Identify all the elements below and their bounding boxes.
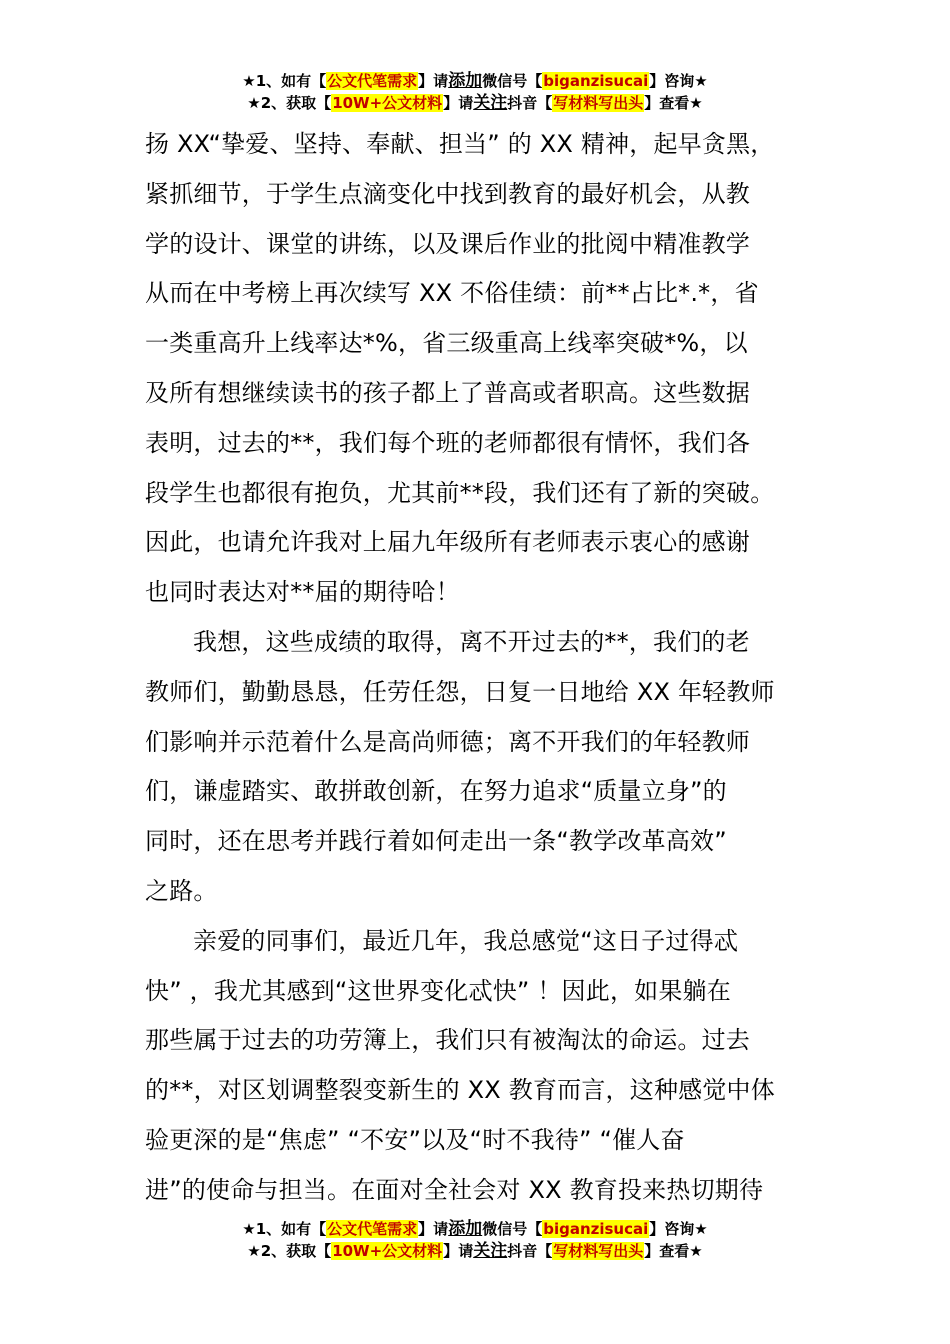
- footer-banner-line-2: [0, 1240, 950, 1262]
- banner-underlined-text: 添加: [448, 71, 483, 91]
- body-line: 的**，对区划调整裂变新生的 XX 教育而言，这种感觉中体: [145, 1076, 775, 1105]
- body-line: 学的设计、课堂的讲练，以及课后作业的批阅中精准教学: [145, 229, 750, 258]
- banner-highlight: biganzisucai: [543, 72, 649, 90]
- banner-text: 】查看★: [644, 94, 703, 112]
- banner-text: 】请: [418, 72, 449, 90]
- banner-underlined-text: 添加: [448, 1219, 483, 1239]
- body-line-paragraph-start: 亲爱的同事们，最近几年，我总感觉“这日子过得忒: [193, 926, 739, 955]
- banner-highlight: 写材料写出头: [553, 94, 644, 112]
- banner-text: 抖音【: [507, 94, 553, 112]
- footer-banner-line-1: [0, 1218, 950, 1240]
- body-line: 们，谦虚踏实、敢拼敢创新，在努力追求“质量立身”的: [145, 777, 727, 806]
- body-line: 一类重高升上线率达*%，省三级重高上线率突破*%，以: [145, 329, 748, 358]
- banner-text: 抖音【: [507, 1242, 553, 1260]
- banner-text: 】请: [418, 1220, 449, 1238]
- body-line: 扬 XX“挚爱、坚持、奉献、担当” 的 XX 精神，起早贪黑，: [145, 130, 775, 158]
- body-line: 之路。: [145, 876, 218, 905]
- body-line: 因此，也请允许我对上届九年级所有老师表示衷心的感谢: [145, 528, 750, 557]
- body-line: 验更深的是“焦虑” “不安”以及“时不我待” “催人奋: [145, 1125, 685, 1154]
- body-line: 那些属于过去的功劳簿上，我们只有被淘汰的命运。过去: [145, 1026, 750, 1055]
- body-line: 从而在中考榜上再次续写 XX 不俗佳绩：前**占比*.*，省: [145, 279, 759, 308]
- banner-highlight: 写材料写出头: [553, 1242, 644, 1260]
- banner-text: 】咨询★: [649, 1220, 708, 1238]
- body-line: 紧抓细节，于学生点滴变化中找到教育的最好机会，从教: [145, 179, 750, 208]
- body-line: 及所有想继续读书的孩子都上了普高或者职高。这些数据: [145, 378, 750, 407]
- body-line: 教师们，勤勤恳恳，任劳任怨，日复一日地给 XX 年轻教师: [145, 677, 775, 706]
- body-line: 们影响并示范着什么是高尚师德；离不开我们的年轻教师: [145, 727, 750, 756]
- banner-text: ★2、获取【: [247, 1242, 332, 1260]
- body-line: 表明，过去的**，我们每个班的老师都很有情怀，我们各: [145, 428, 751, 457]
- body-line-paragraph-start: 我想，这些成绩的取得，离不开过去的**，我们的老: [193, 627, 750, 656]
- banner-text: ★2、获取【: [247, 94, 332, 112]
- body-line: 进”的使命与担当。在面对全社会对 XX 教育投来热切期待: [145, 1175, 764, 1204]
- header-banner: [0, 70, 950, 114]
- banner-text: 】请: [443, 1242, 474, 1260]
- banner-text: ★1、如有【: [242, 72, 327, 90]
- body-line: 段学生也都很有抱负，尤其前**段，我们还有了新的突破。: [145, 478, 775, 507]
- banner-underlined-text: 关注: [473, 1241, 508, 1261]
- banner-highlight: 公文代笔需求: [327, 72, 418, 90]
- banner-text: 微信号【: [482, 1220, 543, 1238]
- banner-text: 】咨询★: [649, 72, 708, 90]
- document-body: [145, 120, 810, 1216]
- banner-underlined-text: 关注: [473, 93, 508, 113]
- header-banner-line-2: [0, 92, 950, 114]
- banner-text: 】查看★: [644, 1242, 703, 1260]
- header-banner-line-1: [0, 70, 950, 92]
- banner-text: 微信号【: [482, 72, 543, 90]
- banner-highlight: 10W+公文材料: [332, 94, 443, 112]
- footer-banner: [0, 1218, 950, 1262]
- banner-text: 】请: [443, 94, 474, 112]
- banner-highlight: biganzisucai: [543, 1220, 649, 1238]
- body-line: 也同时表达对**届的期待哈！: [145, 578, 460, 607]
- body-line: 同时，还在思考并践行着如何走出一条“教学改革高效”: [145, 827, 727, 856]
- body-line: 快” ，我尤其感到“这世界变化忒快” ！因此，如果躺在: [145, 976, 731, 1005]
- banner-text: ★1、如有【: [242, 1220, 327, 1238]
- banner-highlight: 10W+公文材料: [332, 1242, 443, 1260]
- banner-highlight: 公文代笔需求: [327, 1220, 418, 1238]
